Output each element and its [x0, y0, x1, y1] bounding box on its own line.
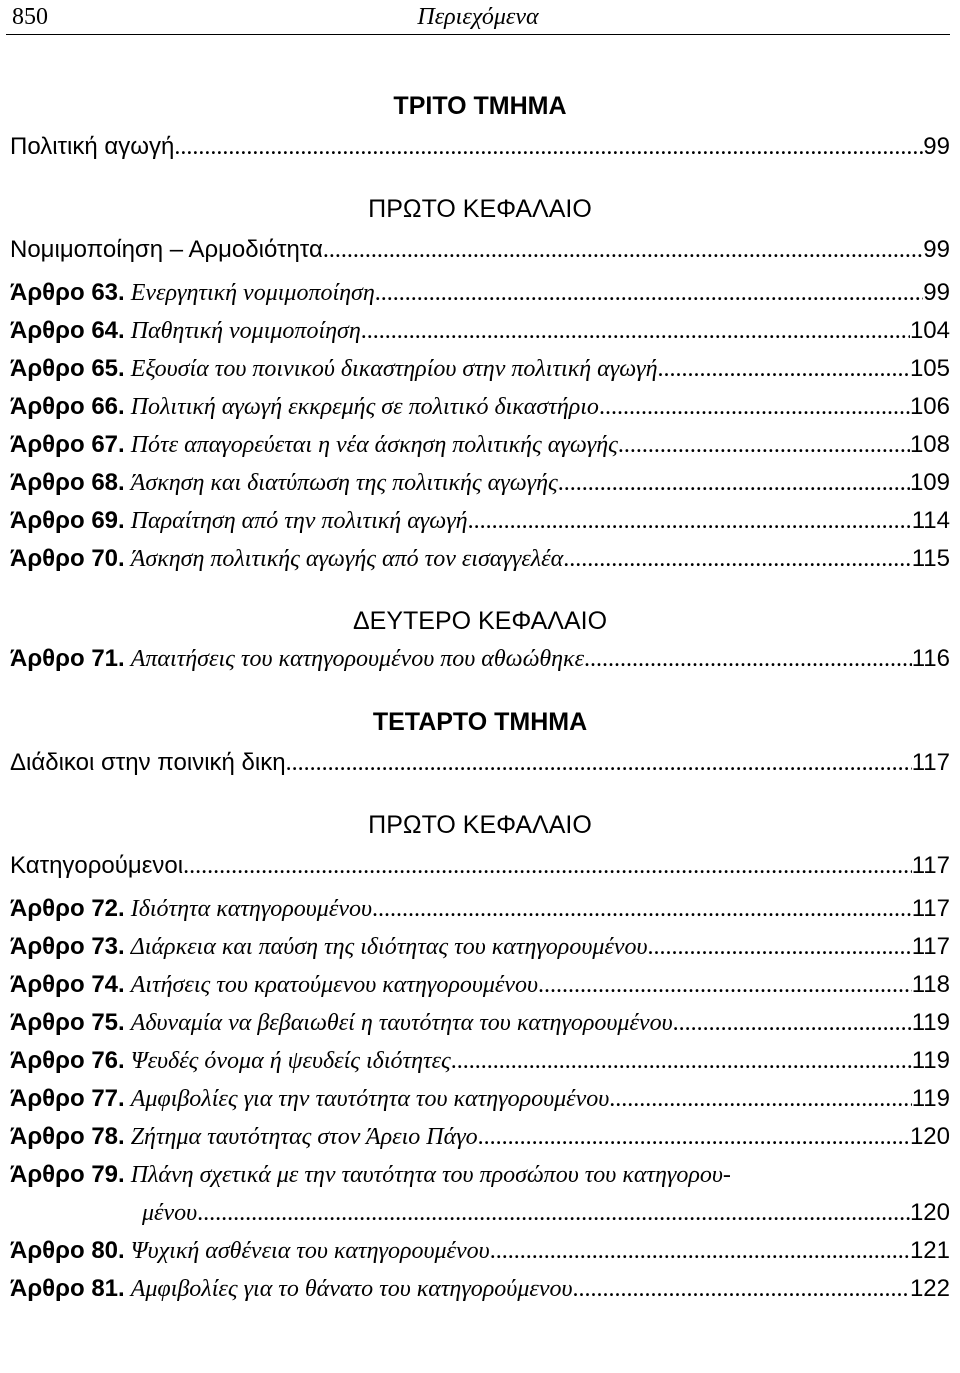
- toc-article: [10, 1080, 950, 1118]
- toc-page-number: 122: [909, 1275, 950, 1302]
- toc-article: [10, 274, 950, 312]
- article-number: Άρθρο 80.: [10, 1237, 125, 1264]
- article-number: Άρθρο 75.: [10, 1009, 125, 1036]
- leader-dots: [372, 890, 912, 928]
- toc-page-number: 108: [909, 431, 950, 458]
- article-number: Άρθρο 67.: [10, 431, 125, 458]
- article-number: Άρθρο 70.: [10, 545, 125, 572]
- article-number: Άρθρο 63.: [10, 279, 125, 306]
- article-number: Άρθρο 74.: [10, 971, 125, 998]
- toc-page-number: 117: [911, 933, 950, 960]
- toc-entry: [10, 128, 950, 166]
- article-number: Άρθρο 65.: [10, 355, 125, 382]
- article-title: Εξουσία του ποινικού δικαστηρίου στην πολιτική αγωγή: [130, 356, 658, 382]
- toc-article: [10, 388, 950, 426]
- leader-dots: [375, 274, 924, 312]
- page-number: 850: [12, 4, 48, 30]
- toc-page-number: 121: [909, 1237, 950, 1264]
- part-heading: ΤΕΤΑΡΤΟ ΤΜΗΜΑ: [372, 708, 588, 736]
- article-number: Άρθρο 64.: [10, 317, 125, 344]
- toc-article: [10, 426, 950, 464]
- article-title: Άσκηση πολιτικής αγωγής από τον εισαγγελέα: [130, 546, 564, 572]
- article-number: Άρθρο 72.: [10, 895, 125, 922]
- leader-dots: [599, 388, 910, 426]
- toc-article: [10, 1118, 950, 1156]
- leader-dots: [197, 1194, 910, 1232]
- toc-page-number: 117: [911, 749, 950, 776]
- toc-page-number: 116: [911, 645, 950, 672]
- toc-page-number: 105: [909, 355, 950, 382]
- leader-dots: [673, 1004, 912, 1042]
- leader-dots: [174, 128, 923, 166]
- toc-page-number: 104: [909, 317, 950, 344]
- toc-page-number: 109: [909, 469, 950, 496]
- leader-dots: [286, 744, 912, 782]
- article-title: Αμφιβολίες για την ταυτότητα του κατηγορουμένου: [130, 1086, 610, 1112]
- article-number: Άρθρο 69.: [10, 507, 125, 534]
- article-title: Αδυναμία να βεβαιωθεί η ταυτότητα του κατηγορουμένου: [130, 1010, 673, 1036]
- toc-page-number: 120: [909, 1123, 950, 1150]
- leader-dots: [658, 350, 910, 388]
- toc-article: [10, 1042, 950, 1080]
- toc-article: [10, 1270, 950, 1308]
- article-title: Άσκηση και διατύπωση της πολιτικής αγωγής: [130, 470, 558, 496]
- article-title: Πότε απαγορεύεται η νέα άσκηση πολιτικής αγωγής: [130, 432, 618, 458]
- toc-entry-label: Νομιμοποίηση – Αρμοδιότητα: [10, 236, 323, 263]
- leader-dots: [648, 928, 912, 966]
- toc-page-number: 119: [911, 1009, 950, 1036]
- article-number: Άρθρο 68.: [10, 469, 125, 496]
- toc-article: [10, 640, 950, 678]
- leader-dots: [451, 1042, 912, 1080]
- toc-page-number: 118: [911, 971, 950, 998]
- toc-page-number: 120: [909, 1199, 950, 1226]
- article-number: Άρθρο 76.: [10, 1047, 125, 1074]
- leader-dots: [563, 540, 912, 578]
- article-title: Ιδιότητα κατηγορουμένου: [130, 896, 372, 922]
- article-number: Άρθρο 77.: [10, 1085, 125, 1112]
- toc-article: [10, 350, 950, 388]
- article-number: Άρθρο 79.: [10, 1161, 125, 1188]
- leader-dots: [538, 966, 912, 1004]
- toc-page-number: 99: [923, 279, 950, 306]
- toc-entry: [10, 844, 950, 888]
- toc-entry: [10, 228, 950, 272]
- article-number: Άρθρο 73.: [10, 933, 125, 960]
- article-title: Πλάνη σχετικά με την ταυτότητα του προσώπου του κατηγορου-: [130, 1162, 731, 1188]
- toc-article: [10, 502, 950, 540]
- article-number: Άρθρο 66.: [10, 393, 125, 420]
- article-number: Άρθρο 71.: [10, 645, 125, 672]
- toc-article: [10, 928, 950, 966]
- leader-dots: [584, 640, 912, 678]
- toc-page-number: 106: [909, 393, 950, 420]
- toc-article: [10, 890, 950, 928]
- article-title: Ζήτημα ταυτότητας στον Άρειο Πάγο: [130, 1124, 478, 1150]
- chapter-heading: ΔΕΥΤΕΡΟ ΚΕΦΑΛΑΙΟ: [352, 607, 608, 635]
- leader-dots: [183, 844, 912, 888]
- article-title: Ενεργητική νομιμοποίηση: [130, 280, 375, 306]
- article-title: Απαιτήσεις του κατηγορουμένου που αθωώθηκε: [130, 646, 585, 672]
- article-title: Ψυχική ασθένεια του κατηγορουμένου: [130, 1238, 490, 1264]
- chapter-heading: ΠΡΩΤΟ ΚΕΦΑΛΑΙΟ: [368, 811, 592, 839]
- leader-dots: [609, 1080, 911, 1118]
- leader-dots: [468, 502, 912, 540]
- article-title: Παθητική νομιμοποίηση: [130, 318, 361, 344]
- leader-dots: [490, 1232, 910, 1270]
- running-title: Περιεχόμενα: [417, 4, 539, 30]
- part-heading: ΤΡΙΤΟ ΤΜΗΜΑ: [393, 92, 567, 120]
- toc-entry: [10, 744, 950, 782]
- toc-page-number: 115: [911, 545, 950, 572]
- leader-dots: [361, 312, 910, 350]
- toc-article: [10, 966, 950, 1004]
- toc-article: [10, 1004, 950, 1042]
- toc-entry-label: Κατηγορούμενοι: [10, 852, 184, 879]
- toc-article: [10, 1156, 950, 1194]
- leader-dots: [478, 1118, 910, 1156]
- leader-dots: [618, 426, 910, 464]
- leader-dots: [573, 1270, 910, 1308]
- toc-page-number: 117: [911, 895, 950, 922]
- leader-dots: [558, 464, 910, 502]
- toc-article-continuation: [10, 1194, 950, 1232]
- article-number: Άρθρο 78.: [10, 1123, 125, 1150]
- toc-page-number: 119: [911, 1047, 950, 1074]
- toc-page-number: 114: [911, 507, 950, 534]
- toc-article: [10, 540, 950, 578]
- article-title: Διάρκεια και παύση της ιδιότητας του κατηγορουμένου: [130, 934, 648, 960]
- article-title: Αμφιβολίες για το θάνατο του κατηγορούμενου: [130, 1276, 573, 1302]
- chapter-heading: ΠΡΩΤΟ ΚΕΦΑΛΑΙΟ: [368, 195, 592, 223]
- article-title: Πολιτική αγωγή εκκρεμής σε πολιτικό δικαστήριο: [130, 394, 599, 420]
- toc-entry-label: Διάδικοι στην ποινική δικη: [10, 749, 286, 776]
- toc-page-number: 117: [911, 852, 950, 879]
- toc-article: [10, 1232, 950, 1270]
- article-title: Παραίτηση από την πολιτική αγωγή: [130, 508, 468, 534]
- toc-article: [10, 464, 950, 502]
- article-title-continuation: μένου: [142, 1200, 198, 1226]
- toc-page-number: 119: [911, 1085, 950, 1112]
- toc-page-number: 99: [923, 133, 950, 160]
- article-title: Ψευδές όνομα ή ψευδείς ιδιότητες: [130, 1048, 451, 1074]
- toc-article: [10, 312, 950, 350]
- leader-dots: [323, 228, 923, 272]
- toc-page-number: 99: [923, 236, 950, 263]
- table-of-contents: [10, 90, 950, 1308]
- running-header: [6, 2, 950, 35]
- article-title: Αιτήσεις του κρατούμενου κατηγορουμένου: [130, 972, 539, 998]
- article-number: Άρθρο 81.: [10, 1275, 125, 1302]
- toc-entry-label: Πολιτική αγωγή: [10, 133, 175, 160]
